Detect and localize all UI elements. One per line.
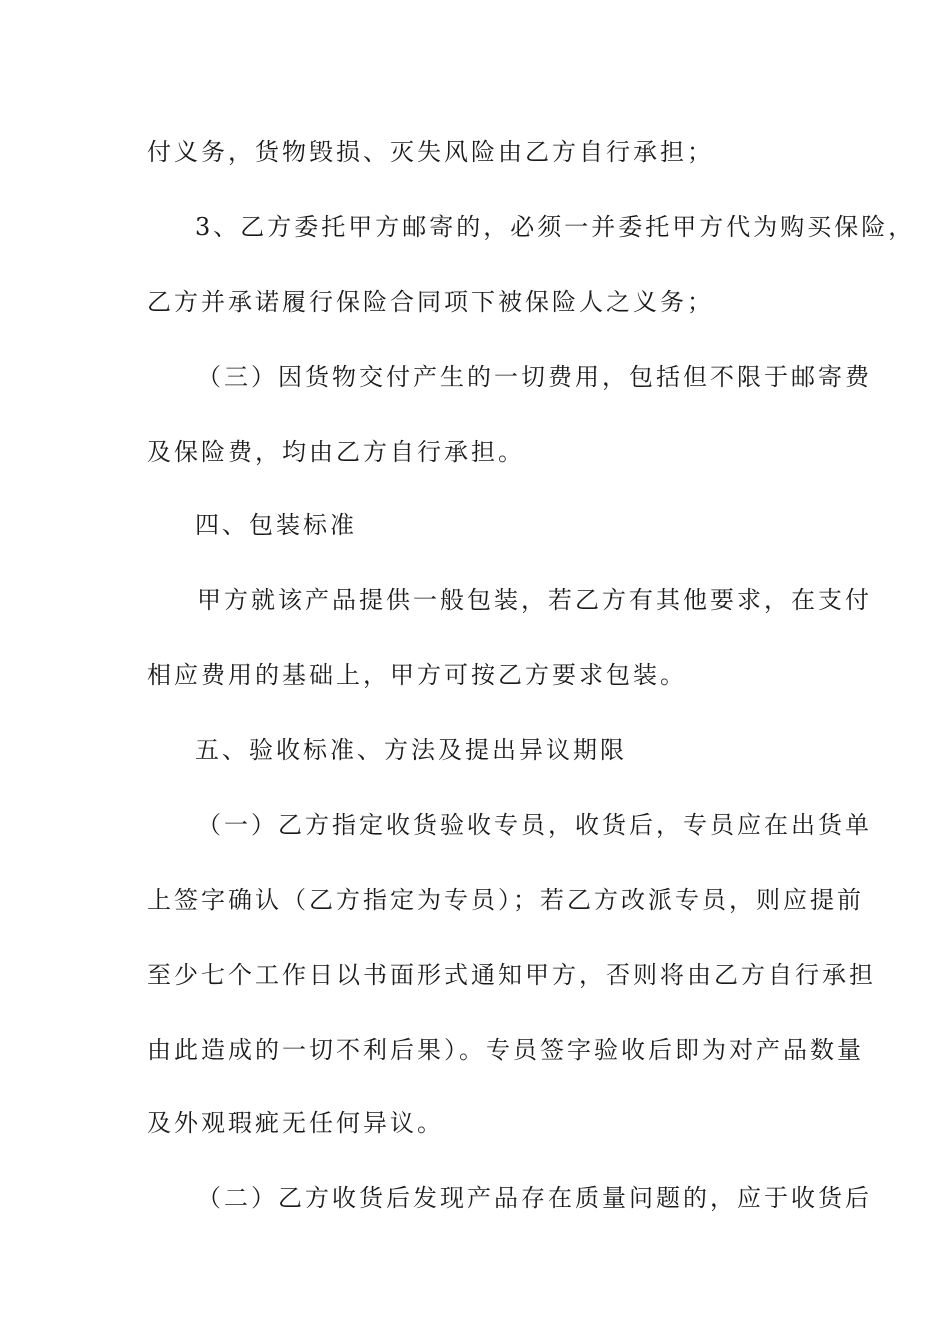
text-line-7: 甲方就该产品提供一般包装，若乙方有其他要求，在支付 xyxy=(197,586,872,614)
text-line-13: 由此造成的一切不利后果）。专员签字验收后即为对产品数量 xyxy=(147,1036,864,1064)
text-line-3: 乙方并承诺履行保险合同项下被保险人之义务； xyxy=(147,288,714,316)
text-line-14: 及外观瑕疵无任何异议。 xyxy=(147,1109,444,1137)
text-line-10: （一）乙方指定收货验收专员，收货后，专员应在出货单 xyxy=(197,811,872,839)
section-heading-packaging: 四、包装标准 xyxy=(195,511,357,539)
text-line-8: 相应费用的基础上，甲方可按乙方要求包装。 xyxy=(147,661,687,689)
text-line-1: 付义务，货物毁损、灭失风险由乙方自行承担； xyxy=(147,138,714,166)
section-heading-acceptance: 五、验收标准、方法及提出异议期限 xyxy=(195,736,627,764)
text-line-4: （三）因货物交付产生的一切费用，包括但不限于邮寄费 xyxy=(197,363,872,391)
text-line-15: （二）乙方收货后发现产品存在质量问题的，应于收货后 xyxy=(197,1184,872,1212)
text-line-12: 至少七个工作日以书面形式通知甲方，否则将由乙方自行承担 xyxy=(147,961,876,989)
text-line-2: 3、乙方委托甲方邮寄的，必须一并委托甲方代为购买保险， xyxy=(195,213,916,241)
text-line-11: 上签字确认（乙方指定为专员）；若乙方改派专员，则应提前 xyxy=(147,886,864,914)
text-line-5: 及保险费，均由乙方自行承担。 xyxy=(147,438,525,466)
